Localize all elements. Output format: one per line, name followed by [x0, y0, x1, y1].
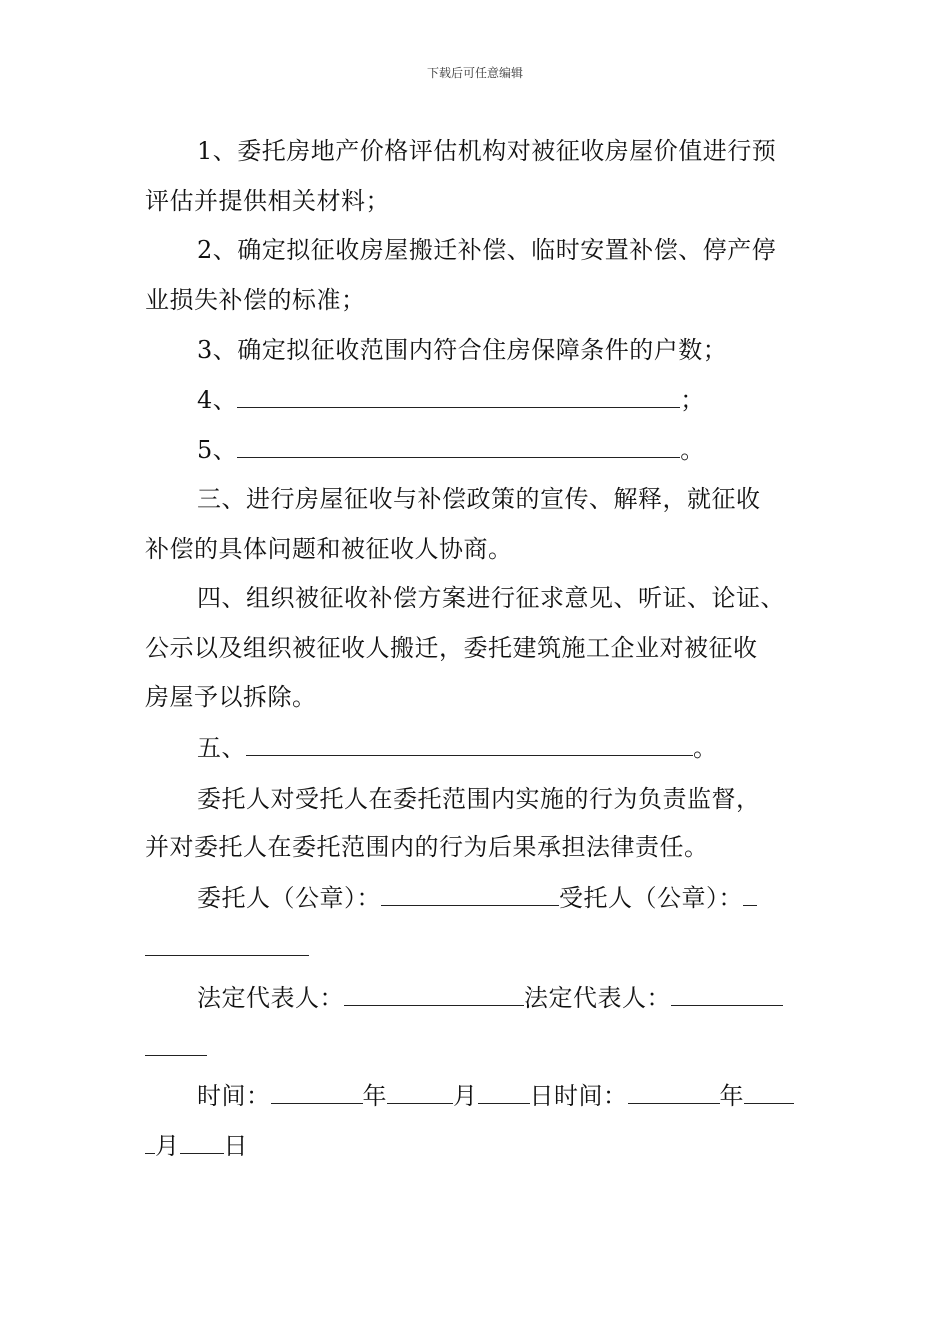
fill-in-blank — [246, 733, 693, 756]
paragraph-line: 三、进行房屋征收与补偿政策的宣传、解释，就征收 — [197, 485, 761, 513]
paragraph-line: 公示以及组织被征收人搬迁，委托建筑施工企业对被征收 — [145, 634, 758, 662]
item-punctuation: 。 — [693, 734, 718, 762]
paragraph-line: 3、确定拟征收范围内符合住房保障条件的户数； — [197, 336, 728, 364]
paragraph-line: 1、委托房地产价格评估机构对被征收房屋价值进行预 — [197, 137, 777, 165]
fill-in-blank — [344, 983, 524, 1006]
day-time-label: 日时间： — [529, 1082, 628, 1110]
list-item — [197, 385, 705, 415]
paragraph-line: 2、确定拟征收房屋搬迁补偿、临时安置补偿、停产停 — [197, 236, 777, 264]
fill-in-blank — [671, 983, 783, 1006]
year-label: 年 — [362, 1082, 387, 1110]
time-label: 时间： — [197, 1082, 271, 1110]
fill-in-blank — [145, 933, 309, 956]
agent-seal-label: 受托人（公章）： — [559, 884, 743, 912]
fill-in-blank — [478, 1081, 530, 1104]
item-punctuation: 。 — [680, 436, 705, 464]
fill-in-blank — [145, 1033, 207, 1056]
list-item — [197, 435, 705, 465]
paragraph-line: 补偿的具体问题和被征收人协商。 — [145, 535, 513, 563]
paragraph-line: 委托人对受托人在委托范围内实施的行为负责监督， — [197, 785, 761, 813]
signature-line — [197, 883, 757, 913]
item-number: 4、 — [197, 386, 238, 414]
fill-in-blank — [271, 1081, 363, 1104]
year-label: 年 — [719, 1082, 744, 1110]
principal-seal-label: 委托人（公章）： — [197, 884, 381, 912]
day-label: 日 — [223, 1132, 248, 1160]
fill-in-blank — [237, 385, 680, 408]
paragraph-line: 并对委托人在委托范围内的行为后果承担法律责任。 — [145, 833, 709, 861]
fill-in-blank — [628, 1081, 720, 1104]
date-line — [145, 1131, 248, 1161]
paragraph-line: 四、组织被征收补偿方案进行征求意见、听证、论证、 — [197, 584, 785, 612]
month-label: 月 — [453, 1082, 478, 1110]
fill-in-blank — [381, 883, 559, 906]
fill-in-blank — [387, 1081, 453, 1104]
fill-in-blank — [180, 1131, 224, 1154]
list-item — [197, 733, 718, 763]
paragraph-line: 房屋予以拆除。 — [145, 683, 317, 711]
page-header: 下载后可任意编辑 — [426, 66, 523, 80]
item-number: 5、 — [197, 436, 238, 464]
month-label: 月 — [155, 1132, 180, 1160]
fill-in-blank — [743, 883, 757, 906]
signature-line — [145, 1033, 207, 1063]
legal-rep-label: 法定代表人： — [524, 984, 671, 1012]
item-punctuation: ； — [680, 386, 705, 414]
paragraph-line: 业损失补偿的标准； — [145, 286, 366, 314]
paragraph-line: 评估并提供相关材料； — [145, 187, 390, 215]
signature-line — [197, 983, 783, 1013]
item-number: 五、 — [197, 734, 246, 762]
fill-in-blank — [237, 435, 680, 458]
signature-line — [145, 933, 309, 963]
legal-rep-label: 法定代表人： — [197, 984, 344, 1012]
fill-in-blank — [744, 1081, 794, 1104]
fill-in-blank — [145, 1131, 155, 1154]
date-line — [197, 1081, 794, 1111]
